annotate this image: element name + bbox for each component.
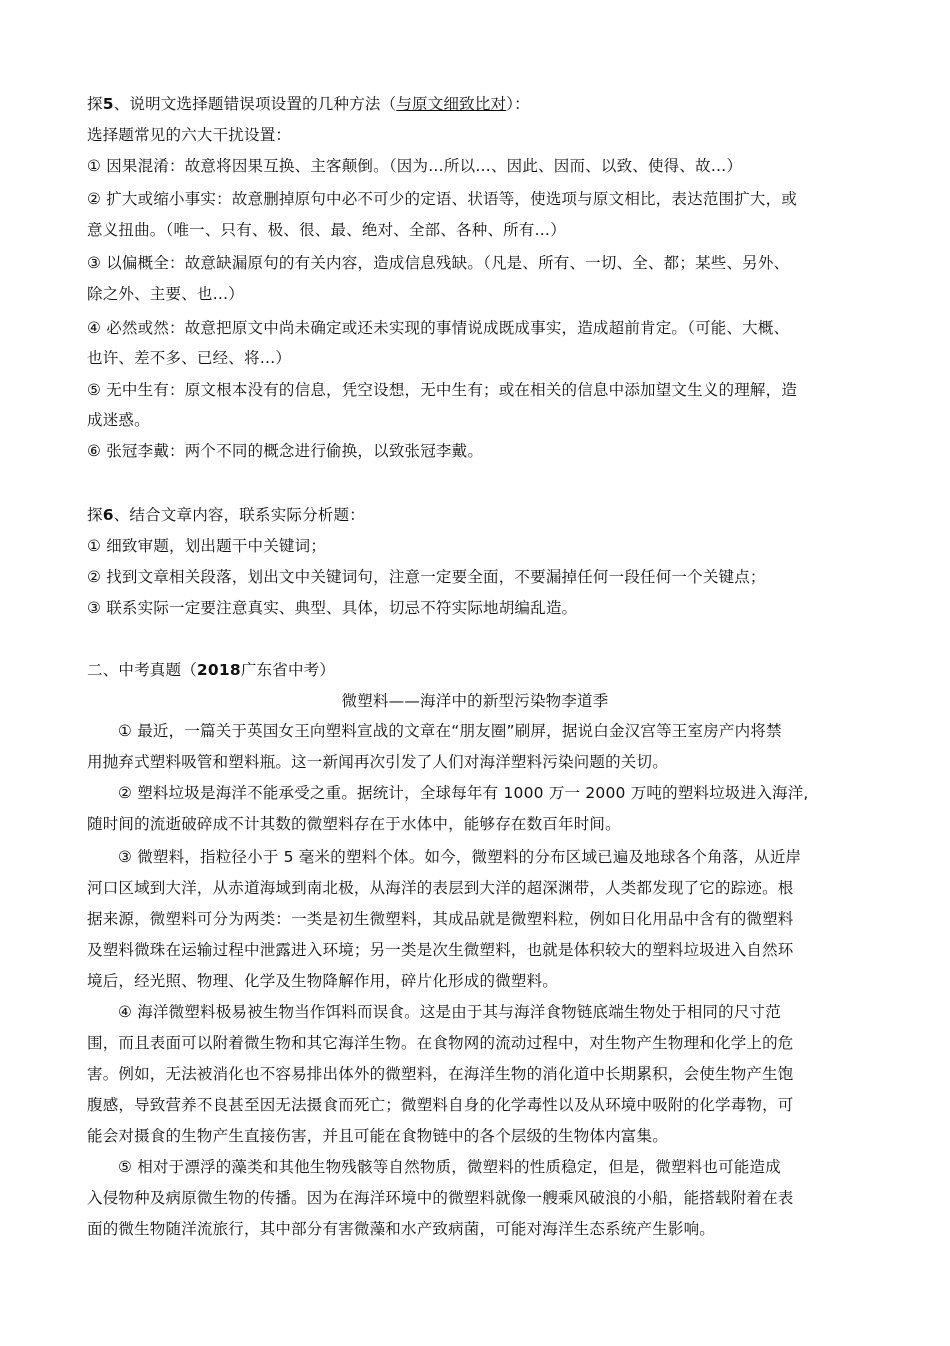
heading-prefix: 探	[87, 95, 103, 113]
exam-heading-prefix: 二、中考真题（	[87, 661, 197, 679]
paragraph-5-line-1: ⑤ 相对于漂浮的藻类和其他生物残骸等自然物质，微塑料的性质稳定，但是，微塑料也可能造成	[118, 1158, 781, 1176]
heading-number: 5	[102, 95, 114, 113]
heading-number: 6	[102, 506, 114, 524]
section-6-heading	[87, 505, 877, 525]
heading-text: 、说明文选择题错误项设置的几种方法（	[113, 95, 397, 113]
analysis-step-3: ③ 联系实际一定要注意真实、典型、具体，切忌不符实际地胡编乱造。	[87, 599, 578, 617]
paragraph-4-line-2: 围，而且表面可以附着微生物和其它海洋生物。在食物网的流动过程中，对生物产生物理和化学上的危	[87, 1034, 794, 1052]
analysis-step-2: ② 找到文章相关段落，划出文中关键词句，注意一定要全面，不要漏掉任何一段任何一个关键点；	[87, 568, 766, 586]
paragraph-3-line-3: 据来源，微塑料可分为两类：一类是初生微塑料，其成品就是微塑料粒，例如日化用品中含有的微塑料	[87, 910, 794, 928]
heading-suffix: ）：	[506, 95, 530, 113]
interference-item-1: ① 因果混淆：故意将因果互换、主客颠倒。（因为…所以…、因此、因而、以致、使得、故…）	[87, 157, 743, 175]
paragraph-3-line-5: 境后，经光照、物理、化学及生物降解作用，碎片化形成的微塑料。	[87, 972, 559, 990]
interference-item-3-cont: 除之外、主要、也…）	[87, 285, 245, 303]
paragraph-4-line-1: ④ 海洋微塑料极易被生物当作饵料而误食。这是由于其与海洋食物链底端生物处于相同的尺寸范	[118, 1003, 781, 1021]
paragraph-1-line-1: ① 最近，一篇关于英国女王向塑料宣战的文章在“朋友圈”刷屏，据说白金汉宫等王室房产内将禁	[118, 722, 782, 740]
interference-item-2-cont: 意义扭曲。（唯一、只有、极、很、最、绝对、全部、各种、所有…）	[87, 221, 566, 239]
paragraph-2-line-2: 随时间的流逝破碎成不计其数的微塑料存在于水体中，能够存在数百年时间。	[87, 815, 621, 833]
section-5-subtitle: 选择题常见的六大干扰设置：	[87, 126, 292, 144]
exam-heading	[87, 660, 877, 680]
exam-heading-suffix: 广东省中考）	[240, 661, 336, 679]
paragraph-1-line-2: 用抛弃式塑料吸管和塑料瓶。这一新闻再次引发了人们对海洋塑料污染问题的关切。	[87, 753, 668, 771]
analysis-step-1: ① 细致审题，划出题干中关键词；	[87, 537, 327, 555]
interference-item-4: ④ 必然或然：故意把原文中尚未确定或还未实现的事情说成既成事实，造成超前肯定。（可能、大概、	[87, 319, 790, 337]
paragraph-4-line-3: 害。例如，无法被消化也不容易排出体外的微塑料，在海洋生物的消化道中长期累积，会使生物产生饱	[87, 1065, 794, 1083]
paragraph-2-line-1: ② 塑料垃圾是海洋不能承受之重。据统计，全球每年有 1000 万一 2000 万吨的塑料垃圾进入海洋,	[118, 784, 809, 802]
exam-year: 2018	[196, 661, 241, 679]
interference-item-4-cont: 也许、差不多、已经、将…）	[87, 349, 292, 367]
paragraph-5-line-2: 入侵物种及病原微生物的传播。因为在海洋环境中的微塑料就像一艘乘风破浪的小船，能搭载附着在表	[87, 1189, 794, 1207]
paragraph-3-line-2: 河口区域到大洋，从赤道海域到南北极，从海洋的表层到大洋的超深渊带，人类都发现了它的踪迹。根	[87, 879, 794, 897]
interference-item-5: ⑤ 无中生有：原文根本没有的信息，凭空设想，无中生有；或在相关的信息中添加望文生义的理解，造	[87, 381, 798, 399]
interference-item-3: ③ 以偏概全：故意缺漏原句的有关内容，造成信息残缺。（凡是、所有、一切、全、都；某些、另外、	[87, 254, 790, 272]
interference-item-5-cont: 成迷惑。	[87, 411, 150, 429]
heading-text: 、结合文章内容，联系实际分析题：	[113, 506, 365, 524]
heading-underlined-text: 与原文细致比对	[396, 95, 507, 113]
heading-prefix: 探	[87, 506, 103, 524]
paragraph-4-line-4: 腹感，导致营养不良甚至因无法摄食而死亡；微塑料自身的化学毒性以及从环境中吸附的化学毒物，可	[87, 1096, 794, 1114]
paragraph-3-line-1: ③ 微塑料，指粒径小于 5 毫米的塑料个体。如今，微塑料的分布区域已遍及地球各个角落，从近岸	[118, 848, 802, 866]
article-title: 微塑料——海洋中的新型污染物李道季	[341, 692, 609, 710]
section-5-heading	[87, 94, 877, 114]
interference-item-6: ⑥ 张冠李戴：两个不同的概念进行偷换，以致张冠李戴。	[87, 442, 484, 460]
paragraph-3-line-4: 及塑料微珠在运输过程中泄露进入环境；另一类是次生微塑料，也就是体积较大的塑料垃圾进入自然环	[87, 941, 794, 959]
interference-item-2: ② 扩大或缩小事实：故意删掉原句中必不可少的定语、状语等，使选项与原文相比，表达范围扩大，或	[87, 190, 798, 208]
paragraph-4-line-5: 能会对摄食的生物产生直接伤害，并且可能在食物链中的各个层级的生物体内富集。	[87, 1127, 668, 1145]
paragraph-5-line-3: 面的微生物随洋流旅行，其中部分有害微藻和水产致病菌，可能对海洋生态系统产生影响。	[87, 1220, 716, 1238]
